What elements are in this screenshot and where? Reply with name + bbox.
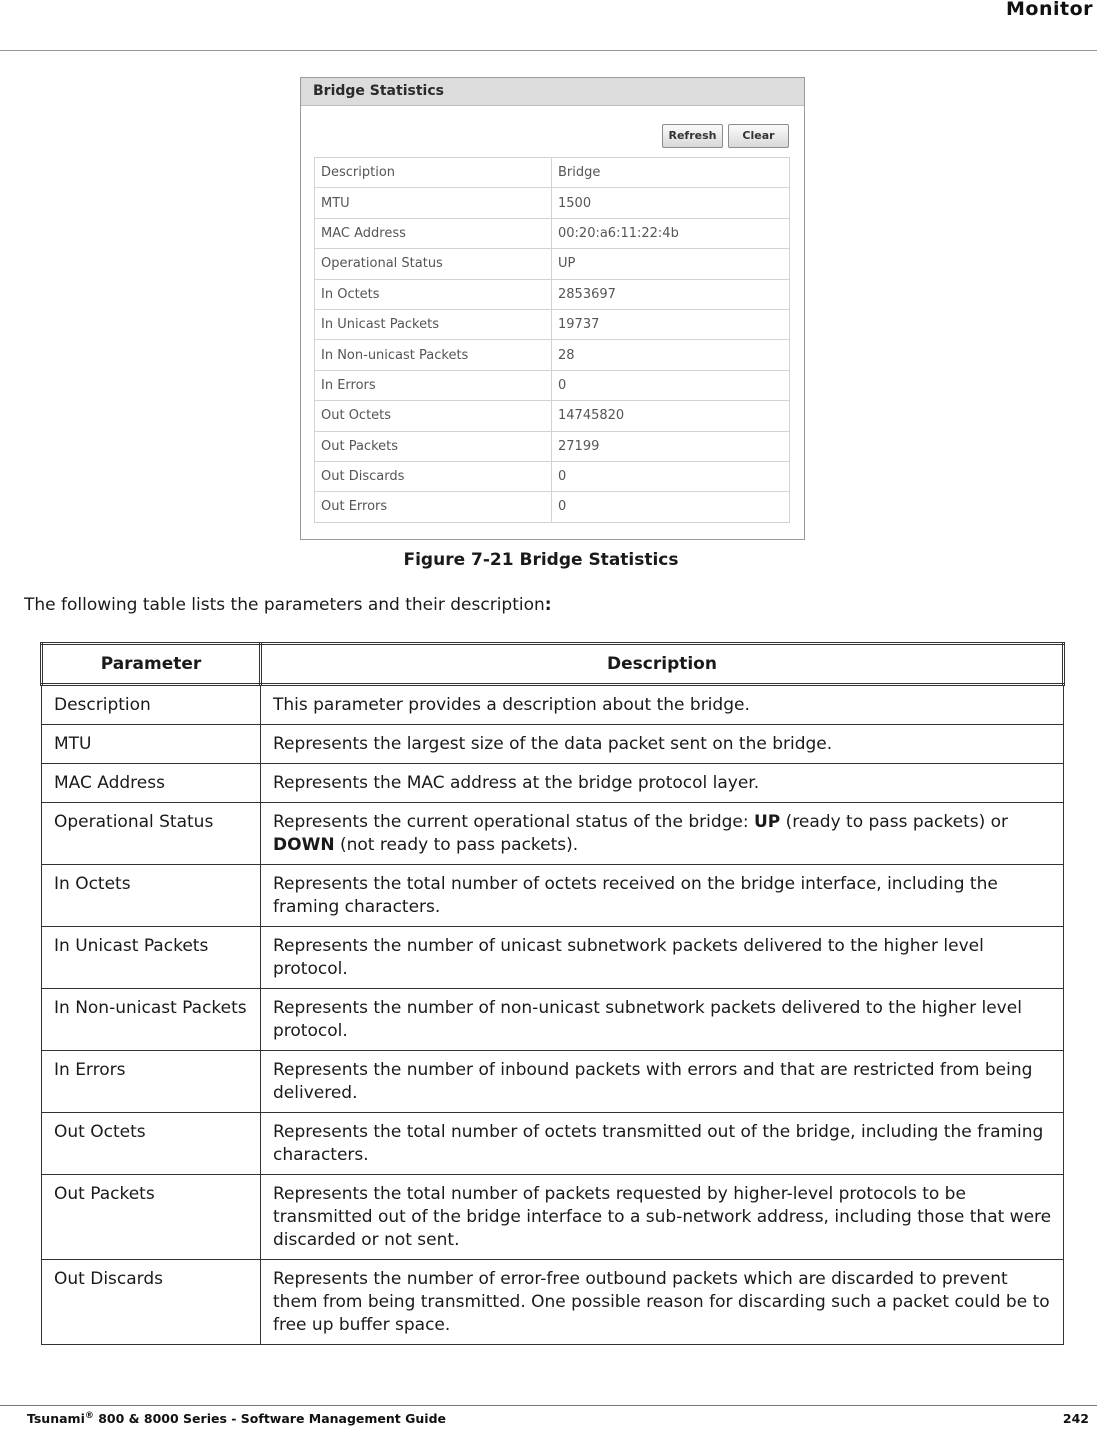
description-cell (261, 803, 1064, 865)
stats-row (315, 218, 790, 248)
panel-title: Bridge Statistics (301, 78, 804, 106)
description-text: (ready to pass packets) or (780, 812, 1009, 832)
stats-label: MAC Address (315, 218, 552, 248)
description-text: Represents the number of inbound packets with errors and that are restricted from being delivered. (273, 1060, 1033, 1103)
stats-value: Bridge (552, 158, 790, 188)
stats-row (315, 492, 790, 522)
table-row (42, 927, 1064, 989)
description-text: Represents the total number of octets received on the bridge interface, including the framing characters. (273, 874, 998, 917)
stats-row (315, 370, 790, 400)
stats-value: 19737 (552, 309, 790, 339)
stats-value: 2853697 (552, 279, 790, 309)
description-cell (261, 725, 1064, 764)
description-cell (261, 927, 1064, 989)
description-cell (261, 865, 1064, 927)
parameter-cell: In Non-unicast Packets (42, 989, 261, 1051)
stats-label: In Octets (315, 279, 552, 309)
description-text: Represents the number of error-free outbound packets which are discarded to prevent them from being transmitted. One possible reason for discarding such a packet could be to free up buffer space. (273, 1269, 1050, 1335)
intro-colon: : (544, 595, 552, 615)
stats-row (315, 309, 790, 339)
stats-label: In Errors (315, 370, 552, 400)
parameter-table-header-row (42, 644, 1064, 685)
parameter-table (40, 642, 1065, 1345)
description-cell (261, 989, 1064, 1051)
bridge-statistics-panel (300, 77, 805, 540)
stats-row (315, 279, 790, 309)
column-header-parameter: Parameter (42, 644, 261, 685)
stats-row (315, 249, 790, 279)
table-row (42, 1260, 1064, 1345)
refresh-button[interactable]: Refresh (662, 124, 723, 148)
table-row (42, 1113, 1064, 1175)
parameter-cell: In Unicast Packets (42, 927, 261, 989)
table-row (42, 803, 1064, 865)
parameter-cell: In Octets (42, 865, 261, 927)
intro-paragraph (24, 595, 552, 615)
description-text: This parameter provides a description about the bridge. (273, 695, 750, 715)
stats-row (315, 188, 790, 218)
stats-label: In Non-unicast Packets (315, 340, 552, 370)
description-emphasis: UP (754, 812, 781, 832)
description-text: Represents the number of unicast subnetwork packets delivered to the higher level protocol. (273, 936, 984, 979)
stats-row (315, 431, 790, 461)
description-cell (261, 685, 1064, 725)
description-text: Represents the total number of packets requested by higher-level protocols to be transmitted out of the bridge interface to a sub-network address, including those that were discarded or not sent. (273, 1184, 1052, 1250)
parameter-cell: In Errors (42, 1051, 261, 1113)
table-row (42, 989, 1064, 1051)
footer-registered-mark: ® (84, 1411, 94, 1421)
page-header-title: Monitor (1005, 0, 1093, 20)
stats-label: Description (315, 158, 552, 188)
footer-guide-name: 800 & 8000 Series - Software Management Guide (93, 1411, 447, 1427)
stats-value: 14745820 (552, 401, 790, 431)
description-cell (261, 764, 1064, 803)
table-row (42, 764, 1064, 803)
stats-label: Out Packets (315, 431, 552, 461)
stats-value: 28 (552, 340, 790, 370)
stats-value: 0 (552, 461, 790, 491)
description-text: Represents the current operational status of the bridge: (273, 812, 754, 832)
description-cell (261, 1175, 1064, 1260)
stats-label: MTU (315, 188, 552, 218)
parameter-cell: Description (42, 685, 261, 725)
stats-value: 1500 (552, 188, 790, 218)
stats-label: Out Discards (315, 461, 552, 491)
stats-value: 0 (552, 492, 790, 522)
stats-value: 27199 (552, 431, 790, 461)
description-text: Represents the number of non-unicast subnetwork packets delivered to the higher level protocol. (273, 998, 1022, 1041)
parameter-cell: MTU (42, 725, 261, 764)
stats-label: Out Errors (315, 492, 552, 522)
description-text: Represents the MAC address at the bridge protocol layer. (273, 773, 760, 793)
table-row (42, 865, 1064, 927)
description-text: Represents the total number of octets transmitted out of the bridge, including the framing characters. (273, 1122, 1044, 1165)
footer-guide-title (27, 1411, 446, 1426)
intro-text: The following table lists the parameters and their description (24, 595, 545, 615)
description-text: (not ready to pass packets). (334, 835, 579, 855)
description-cell (261, 1113, 1064, 1175)
parameter-cell: Out Discards (42, 1260, 261, 1345)
footer-divider (0, 1405, 1097, 1406)
stats-row (315, 158, 790, 188)
footer-product: Tsunami (27, 1411, 85, 1427)
parameter-cell: Out Packets (42, 1175, 261, 1260)
header-divider (0, 50, 1097, 51)
stats-label: Out Octets (315, 401, 552, 431)
column-header-description: Description (261, 644, 1064, 685)
description-text: Represents the largest size of the data packet sent on the bridge. (273, 734, 833, 754)
stats-label: Operational Status (315, 249, 552, 279)
description-cell (261, 1260, 1064, 1345)
stats-row (315, 340, 790, 370)
description-cell (261, 1051, 1064, 1113)
table-row (42, 1175, 1064, 1260)
description-emphasis: DOWN (273, 835, 335, 855)
stats-value: 0 (552, 370, 790, 400)
clear-button[interactable]: Clear (728, 124, 789, 148)
table-row (42, 1051, 1064, 1113)
bridge-statistics-table (314, 157, 790, 523)
parameter-cell: Out Octets (42, 1113, 261, 1175)
page-number: 242 (1062, 1411, 1089, 1426)
stats-row (315, 461, 790, 491)
stats-value: 00:20:a6:11:22:4b (552, 218, 790, 248)
stats-row (315, 401, 790, 431)
figure-caption: Figure 7-21 Bridge Statistics (403, 550, 679, 570)
table-row (42, 685, 1064, 725)
parameter-cell: Operational Status (42, 803, 261, 865)
stats-value: UP (552, 249, 790, 279)
stats-label: In Unicast Packets (315, 309, 552, 339)
table-row (42, 725, 1064, 764)
parameter-cell: MAC Address (42, 764, 261, 803)
